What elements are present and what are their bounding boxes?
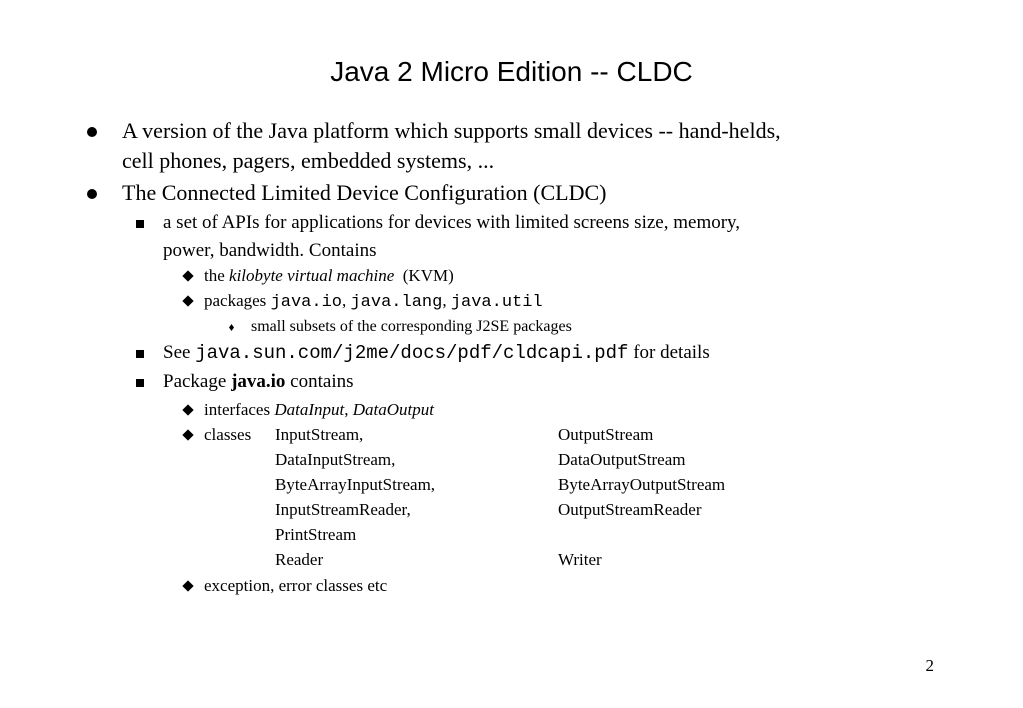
classes-right-column bbox=[558, 422, 725, 572]
class-name: Reader bbox=[275, 550, 324, 569]
bullet-2-text: The Connected Limited Device Configuration (CLDC) bbox=[122, 180, 607, 205]
page-number: 2 bbox=[925, 656, 934, 675]
bullet-square bbox=[136, 379, 144, 387]
class-name: OutputStream bbox=[558, 425, 654, 444]
classes-label: classes bbox=[204, 425, 252, 444]
class-name: InputStreamReader, bbox=[275, 500, 411, 519]
exceptions-item: exception, error classes etc bbox=[204, 576, 388, 595]
class-name: InputStream, bbox=[275, 425, 364, 444]
class-name: DataInputStream, bbox=[275, 450, 396, 469]
class-name bbox=[558, 522, 725, 547]
classes-left-column bbox=[275, 422, 435, 572]
bullet-diamond bbox=[182, 429, 193, 440]
bullet-1-line-1: A version of the Java platform which supports small devices -- hand-helds, bbox=[122, 118, 781, 143]
package-java-io: Package java.io contains bbox=[163, 371, 354, 392]
bullet-square bbox=[136, 350, 144, 358]
bullet-small-diamond bbox=[229, 324, 234, 331]
class-name: PrintStream bbox=[275, 525, 357, 544]
class-name: ByteArrayInputStream, bbox=[275, 475, 436, 494]
bullet-1-line-2: cell phones, pagers, embedded systems, ... bbox=[122, 148, 495, 173]
bullet-dot bbox=[87, 127, 97, 137]
packages-item: packages java.io, java.lang, java.util bbox=[204, 291, 543, 312]
bullet-diamond bbox=[182, 270, 193, 281]
interfaces-item: interfaces DataInput, DataOutput bbox=[204, 400, 434, 419]
slide-title: Java 2 Micro Edition -- CLDC bbox=[330, 56, 693, 87]
sub-1-line-2: power, bandwidth. Contains bbox=[163, 240, 377, 261]
see-details: See java.sun.com/j2me/docs/pdf/cldcapi.pdf for details bbox=[163, 342, 710, 364]
bullet-dot bbox=[87, 189, 97, 199]
class-name: Writer bbox=[558, 550, 602, 569]
class-name: OutputStreamReader bbox=[558, 500, 702, 519]
class-name: DataOutputStream bbox=[558, 450, 686, 469]
bullet-diamond bbox=[182, 404, 193, 415]
kvm-item: the kilobyte virtual machine (KVM) bbox=[204, 266, 454, 285]
packages-subitem: small subsets of the corresponding J2SE packages bbox=[251, 318, 572, 335]
bullet-diamond bbox=[182, 580, 193, 591]
class-name: ByteArrayOutputStream bbox=[558, 475, 726, 494]
bullet-diamond bbox=[182, 295, 193, 306]
bullet-square bbox=[136, 220, 144, 228]
sub-1-line-1: a set of APIs for applications for devices with limited screens size, memory, bbox=[163, 212, 741, 233]
